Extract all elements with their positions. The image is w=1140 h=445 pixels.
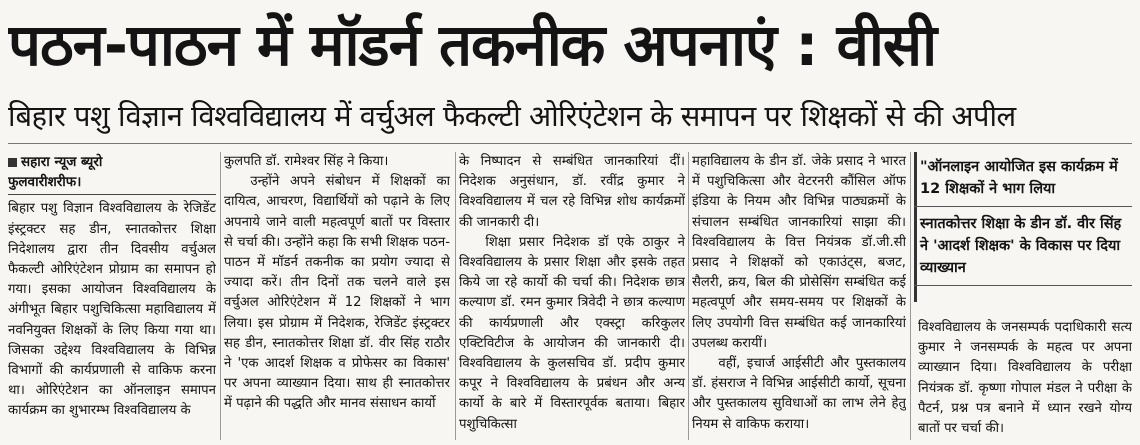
column-divider bbox=[910, 152, 911, 440]
column-divider bbox=[220, 152, 221, 440]
paragraph: बिहार पशु विज्ञान विश्वविद्यालय के रेजिडेंट इंस्ट्रक्टर सह डीन, स्नातकोत्तर शिक्षा निदेशालय द्वारा तीन दिवसीय वर्चुअल फैकल्टी ओरिएंटेशन प्रोग्राम का समापन हो गया। इसका आयोजन विश्वविद्यालय के अंगीभूत बिहार पशुचिकित्सा महाविद्यालय में नवनियुक्त शिक्षकों के लिए किया गया था। जिसका उद्देश्य विश्वविद्यालय के विभिन्न विभागों की कार्यप्रणाली से वाकिफ करना था। ओरिएंटेशन का ऑनलाइन समापन कार्यक्रम का शुभारम्भ विश्वविद्यालय के bbox=[8, 201, 216, 419]
paragraph: उन्होंने अपने संबोधन में शिक्षकों का दायित्व, आचरण, विद्यार्थियों को पढ़ाने के लिए अपनाये जाने वाली महत्वपूर्ण बातों पर विस्तार से चर्चा की। उन्होंने कहा कि सभी शिक्षक पठन-पाठन में मॉडर्न तकनीक का प्रयोग ज्यादा से ज्यादा करें। तीन दिनों तक चलने वाले इस वर्चुअल ओरिएंटेशन में 12 शिक्षकों ने भाग लिया। इस प्रोग्राम में निदेशक, रेजिडेंट इंस्ट्रक्टर सह डीन, स्नातकोत्तर शिक्षा डॉ. वीर सिंह राठौर ने 'एक आदर्श शिक्षक व प्रोफेसर का विकास' पर अपना व्याख्यान दिया। साथ ही स्नातकोत्तर में पढ़ाने की पद्धति और मानव संसाधन कार्यो bbox=[224, 174, 450, 412]
byline-square-icon bbox=[8, 158, 17, 167]
column-divider bbox=[688, 152, 689, 440]
pullquote-1: "ऑनलाइन आयोजित इस कार्यक्रम में 12 शिक्षकों ने भाग लिया bbox=[914, 152, 1132, 207]
paragraph: शिक्षा प्रसार निदेशक डॉ एके ठाकुर ने विश्वविद्यालय के प्रसार शिक्षा और इसके तहत किये जा रहे कार्यो की चर्चा की। निदेशक छात्र कल्याण डॉ. रमन कुमार त्रिवेदी ने छात्र कल्याण की कार्यप्रणाली और एक्स्ट्रा करिकुलर एक्टिविटीज के आयोजन की जानकारी दी। विश्वविद्यालय के कुलसचिव डॉ. प्रदीप कुमार कपूर ने विश्वविद्यालय के प्रबंधन और अन्य कार्यो के बारे में विस्तारपूर्वक बताया। बिहार पशुचिकित्सा bbox=[459, 234, 685, 432]
header-divider bbox=[8, 143, 1132, 144]
article-column-5 bbox=[918, 318, 1132, 442]
article-column-2 bbox=[224, 152, 450, 442]
pullquote-box bbox=[914, 152, 1132, 286]
paragraph: विश्वविद्यालय के जनसम्पर्क पदाधिकारी सत्य कुमार ने जनसम्पर्क के महत्व पर अपना व्याख्यान दिया। विश्वविद्यालय के परीक्षा नियंत्रक डॉ. कृष्णा गोपाल मंडल ने परीक्षा के पैटर्न, प्रश्न पत्र बनाने में ध्यान रखने योग्य बातों पर चर्चा की। bbox=[918, 320, 1132, 437]
headline: पठन-पाठन में मॉडर्न तकनीक अपनाएं : वीसी bbox=[8, 11, 937, 79]
paragraph: वहीं, इचार्ज आईसीटी और पुस्तकालय डॉ. हंसराज ने विभिन्न आईसीटी कार्यो, सूचना और पुस्तकालय सुविधाओं का लाभ लेने हेतु नियम से वाकिफ कराया। bbox=[692, 356, 906, 432]
byline-text: सहारा न्यूज ब्यूरो bbox=[21, 154, 103, 170]
article-column-1 bbox=[8, 152, 216, 442]
subheadline: बिहार पशु विज्ञान विश्वविद्यालय में वर्चुअल फैकल्टी ओरिएंटेशन के समापन पर शिक्षकों से की अपील bbox=[8, 99, 1016, 133]
article-column-3 bbox=[459, 152, 685, 442]
dateline: फुलवारीशरीफ। bbox=[8, 172, 216, 195]
paragraph: के निष्पादन से सम्बंधित जानकारियां दीं। निदेशक अनुसंधान, डॉ. रवींद्र कुमार ने विश्वविद्यालय में चल रहे विभिन्न शोध कार्यक्रमों की जानकारी दी। bbox=[459, 154, 685, 230]
pullquote-2: स्नातकोत्तर शिक्षा के डीन डॉ. वीर सिंह ने 'आदर्श शिक्षक' के विकास पर दिया व्याख्यान bbox=[914, 207, 1132, 286]
paragraph: महाविद्यालय के डीन डॉ. जेके प्रसाद ने भारत में पशुचिकित्सा और वेटरनरी कौंसिल ऑफ इंडिया के नियम और विभिन्न पाठ्यक्रमों के संचालन सम्बंधित जानकारियां साझा की। विश्वविद्यालय के वित्त नियंत्रक डॉ.जी.सी प्रसाद ने शिक्षकों को एकाउंट्स, बजट, सैलरी, क्रय, बिल की प्रोसेसिंग सम्बंधित कई महत्वपूर्ण और समय-समय पर शिक्षकों के लिए उपयोगी वित्त सम्बंधित कई जानकारियां उपलब्ध करायीं। bbox=[692, 154, 906, 351]
paragraph: कुलपति डॉ. रामेश्वर सिंह ने किया। bbox=[224, 154, 389, 169]
article-column-4 bbox=[692, 152, 906, 442]
byline bbox=[8, 152, 216, 172]
column-divider bbox=[455, 152, 456, 440]
